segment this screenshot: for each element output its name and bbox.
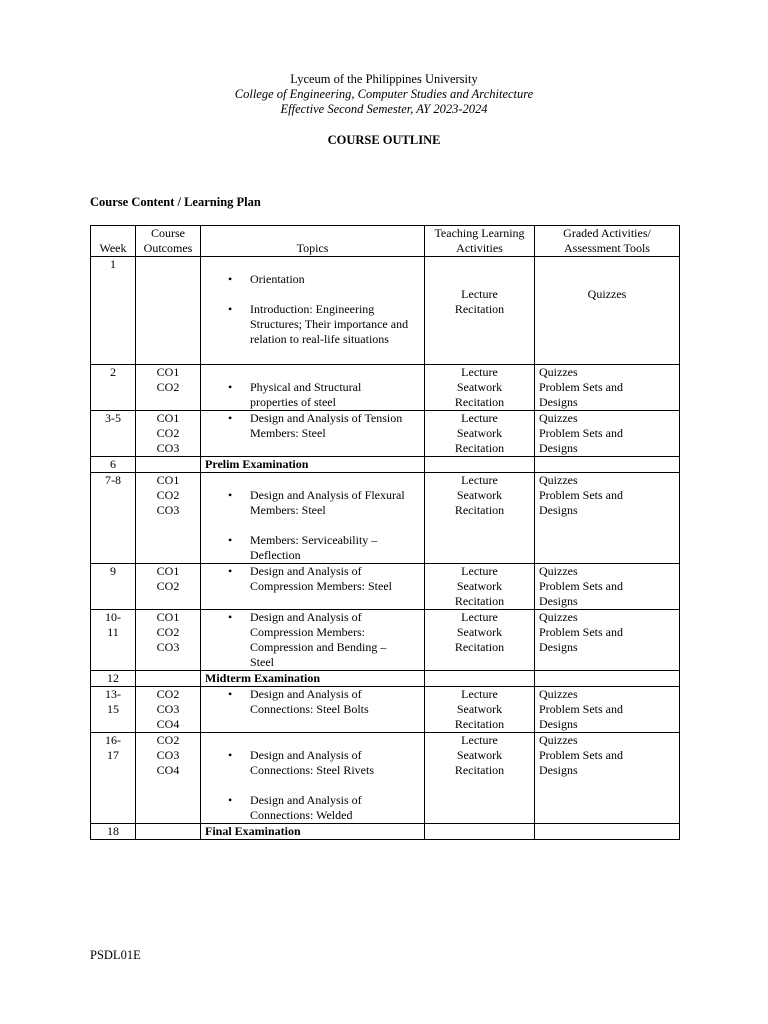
topic-item (205, 488, 420, 518)
cell-line: Problem Sets and (539, 625, 623, 639)
cell-line: Quizzes (539, 365, 578, 379)
spacer (205, 257, 420, 272)
cell-line: Compression Members: Steel (250, 579, 392, 593)
spacer (205, 473, 420, 488)
tla-cell (425, 687, 535, 733)
cell-line: CO1 (156, 610, 180, 624)
week-cell: 16- 17 (91, 733, 136, 824)
table-body (91, 257, 680, 840)
table-row (91, 687, 680, 733)
tla-cell (425, 671, 535, 687)
cell-line: Recitation (454, 594, 505, 608)
cell-line: Problem Sets and (539, 380, 623, 394)
topics-cell (201, 411, 425, 457)
outcomes-cell (136, 564, 201, 610)
cell-line: • Design and Analysis of (250, 687, 362, 701)
outcomes-cell (136, 257, 201, 365)
cell-line: properties of steel (250, 395, 336, 409)
week-cell: 12 (91, 671, 136, 687)
cell-line: CO3 (156, 640, 180, 654)
topics-list (205, 473, 420, 563)
cell-line: Quizzes (539, 687, 578, 701)
tla-cell (425, 411, 535, 457)
cell-line: Lecture (461, 411, 498, 425)
week-cell: 18 (91, 824, 136, 840)
cell-line: CO3 (156, 748, 180, 762)
cell-line: CO3 (156, 702, 180, 716)
topic-item (205, 687, 420, 717)
cell-line: • Design and Analysis of Tension (250, 411, 403, 425)
cell-line: Problem Sets and (539, 748, 623, 762)
topics-cell (201, 733, 425, 824)
tla-cell (425, 457, 535, 473)
outcomes-cell (136, 687, 201, 733)
cell-line: Recitation (454, 302, 505, 316)
learning-plan-table (90, 225, 680, 840)
cell-line: Designs (539, 717, 578, 731)
tla-cell (425, 365, 535, 411)
cell-line: Members: Steel (250, 426, 326, 440)
cell-line: Seatwork (456, 748, 503, 762)
cell-line: Designs (539, 503, 578, 517)
cell-line: Quizzes (539, 610, 578, 624)
graded-activities-cell (535, 610, 680, 671)
outcomes-cell (136, 457, 201, 473)
cell-line: CO1 (156, 411, 180, 425)
university-name: Lyceum of the Philippines University (290, 72, 478, 86)
header-outcomes: Course Outcomes (136, 226, 201, 257)
cell-line: • Members: Serviceability – (250, 533, 378, 547)
cell-line: Lecture (461, 365, 498, 379)
week-cell: 10- 11 (91, 610, 136, 671)
cell-line: • Design and Analysis of (250, 564, 362, 578)
outcomes-cell (136, 824, 201, 840)
cell-line: CO2 (156, 625, 180, 639)
tla-cell (425, 824, 535, 840)
table-header-row (91, 226, 680, 257)
table-row (91, 411, 680, 457)
spacer (205, 518, 420, 533)
graded-activities-cell (535, 733, 680, 824)
cell-line: Recitation (454, 763, 505, 777)
week-cell: 6 (91, 457, 136, 473)
cell-line: Lecture (461, 610, 498, 624)
cell-line: Seatwork (456, 426, 503, 440)
cell-line: Deflection (250, 548, 301, 562)
cell-line: Seatwork (456, 625, 503, 639)
cell-line: • Orientation (250, 272, 305, 286)
week-cell: 7-8 (91, 473, 136, 564)
cell-line: Seatwork (456, 380, 503, 394)
cell-line: Lecture (461, 473, 498, 487)
cell-line: Problem Sets and (539, 579, 623, 593)
cell-line: Compression and Bending – (250, 640, 387, 654)
header-topics: Topics (201, 226, 425, 257)
section-title: Course Content / Learning Plan (90, 195, 261, 209)
effective-term: Effective Second Semester, AY 2023-2024 (280, 102, 488, 116)
topic-item (205, 533, 420, 563)
cell-line: CO3 (156, 503, 180, 517)
topics-cell (201, 610, 425, 671)
cell-line: Problem Sets and (539, 426, 623, 440)
spacer (205, 287, 420, 302)
tla-cell (425, 564, 535, 610)
exam-label: Midterm Examination (205, 671, 320, 685)
cell-line: Quizzes (587, 287, 627, 301)
topics-cell (201, 365, 425, 411)
exam-label: Final Examination (205, 824, 301, 838)
tla-cell (425, 257, 535, 365)
spacer (205, 365, 420, 380)
topics-cell (201, 564, 425, 610)
outcomes-cell (136, 733, 201, 824)
cell-line: CO1 (156, 564, 180, 578)
cell-line: relation to real-life situations (250, 332, 389, 346)
document-header (0, 72, 768, 117)
cell-line: Designs (539, 594, 578, 608)
topics-list (205, 610, 420, 670)
cell-line: Compression Members: (250, 625, 365, 639)
cell-line: Lecture (461, 287, 498, 301)
table-row (91, 733, 680, 824)
topics-cell (201, 671, 425, 687)
cell-line: CO2 (156, 426, 180, 440)
cell-line: Recitation (454, 441, 505, 455)
cell-line: Quizzes (539, 733, 578, 747)
cell-line: Seatwork (456, 579, 503, 593)
cell-line: CO4 (156, 717, 180, 731)
tla-cell (425, 473, 535, 564)
topic-item (205, 748, 420, 778)
graded-activities-cell (535, 365, 680, 411)
week-cell: 2 (91, 365, 136, 411)
cell-line: CO2 (156, 733, 180, 747)
cell-line: Structures; Their importance and (250, 317, 409, 331)
cell-line: CO2 (156, 579, 180, 593)
cell-line: Designs (539, 395, 578, 409)
topic-item (205, 272, 420, 287)
page-title: COURSE OUTLINE (327, 133, 441, 147)
cell-line: Quizzes (539, 564, 578, 578)
cell-line: CO2 (156, 380, 180, 394)
college-name: College of Engineering, Computer Studies and Architecture (234, 87, 534, 101)
week-cell: 3-5 (91, 411, 136, 457)
cell-line: CO2 (156, 488, 180, 502)
cell-line: Problem Sets and (539, 488, 623, 502)
spacer (205, 733, 420, 748)
week-cell: 9 (91, 564, 136, 610)
cell-line: • Physical and Structural (250, 380, 362, 394)
table-row (91, 365, 680, 411)
graded-activities-cell (535, 257, 680, 365)
cell-line: CO3 (156, 441, 180, 455)
tla-cell (425, 733, 535, 824)
cell-line: Seatwork (456, 488, 503, 502)
cell-line: Lecture (461, 733, 498, 747)
outcomes-cell (136, 671, 201, 687)
graded-activities-cell (535, 687, 680, 733)
topic-item (205, 302, 420, 347)
table-row (91, 564, 680, 610)
topic-item (205, 610, 420, 670)
topics-cell (201, 824, 425, 840)
topics-list (205, 365, 420, 410)
cell-line: Lecture (461, 564, 498, 578)
exam-row (91, 457, 680, 473)
cell-line: Problem Sets and (539, 702, 623, 716)
exam-label: Prelim Examination (205, 457, 309, 471)
outcomes-cell (136, 411, 201, 457)
header-graded-activities: Graded Activities/ Assessment Tools (535, 226, 680, 257)
document-code: PSDL01E (90, 948, 141, 962)
cell-line: • Design and Analysis of (250, 748, 362, 762)
cell-line: Recitation (454, 717, 505, 731)
cell-line: Members: Steel (250, 503, 326, 517)
topics-cell (201, 457, 425, 473)
week-cell: 13- 15 (91, 687, 136, 733)
topics-list (205, 733, 420, 823)
cell-line: Connections: Welded (250, 808, 353, 822)
topics-cell (201, 687, 425, 733)
cell-line: Recitation (454, 640, 505, 654)
topics-list (205, 411, 420, 441)
cell-line: Connections: Steel Bolts (250, 702, 369, 716)
cell-line: Quizzes (539, 473, 578, 487)
graded-activities-cell (535, 564, 680, 610)
exam-row (91, 824, 680, 840)
table-row (91, 473, 680, 564)
topic-item (205, 793, 420, 823)
cell-line: • Design and Analysis of (250, 610, 362, 624)
cell-line: Designs (539, 640, 578, 654)
cell-line: Designs (539, 763, 578, 777)
topics-list (205, 564, 420, 594)
cell-line: Recitation (454, 395, 505, 409)
topics-cell (201, 473, 425, 564)
cell-line: Seatwork (456, 702, 503, 716)
outcomes-cell (136, 473, 201, 564)
cell-line: Designs (539, 441, 578, 455)
cell-line: • Design and Analysis of Flexural (250, 488, 405, 502)
graded-activities-cell (535, 411, 680, 457)
table-row (91, 257, 680, 365)
graded-activities-cell (535, 824, 680, 840)
cell-line: Steel (250, 655, 274, 669)
cell-line: Connections: Steel Rivets (250, 763, 374, 777)
graded-activities-cell (535, 473, 680, 564)
week-cell: 1 (91, 257, 136, 365)
graded-activities-cell (535, 671, 680, 687)
cell-line: Recitation (454, 503, 505, 517)
tla-cell (425, 610, 535, 671)
topics-cell (201, 257, 425, 365)
outcomes-cell (136, 610, 201, 671)
topics-list (205, 257, 420, 347)
topic-item (205, 411, 420, 441)
topic-item (205, 380, 420, 410)
cell-line: CO1 (156, 473, 180, 487)
cell-line: CO4 (156, 763, 180, 777)
cell-line: Lecture (461, 687, 498, 701)
graded-activities-cell (535, 457, 680, 473)
header-week: Week (91, 226, 136, 257)
outcomes-cell (136, 365, 201, 411)
cell-line: CO2 (156, 687, 180, 701)
spacer (205, 778, 420, 793)
header-tla: Teaching Learning Activities (425, 226, 535, 257)
cell-line: • Design and Analysis of (250, 793, 362, 807)
table-row (91, 610, 680, 671)
cell-line: • Introduction: Engineering (250, 302, 375, 316)
exam-row (91, 671, 680, 687)
topic-item (205, 564, 420, 594)
cell-line: CO1 (156, 365, 180, 379)
topics-list (205, 687, 420, 717)
cell-line: Quizzes (539, 411, 578, 425)
